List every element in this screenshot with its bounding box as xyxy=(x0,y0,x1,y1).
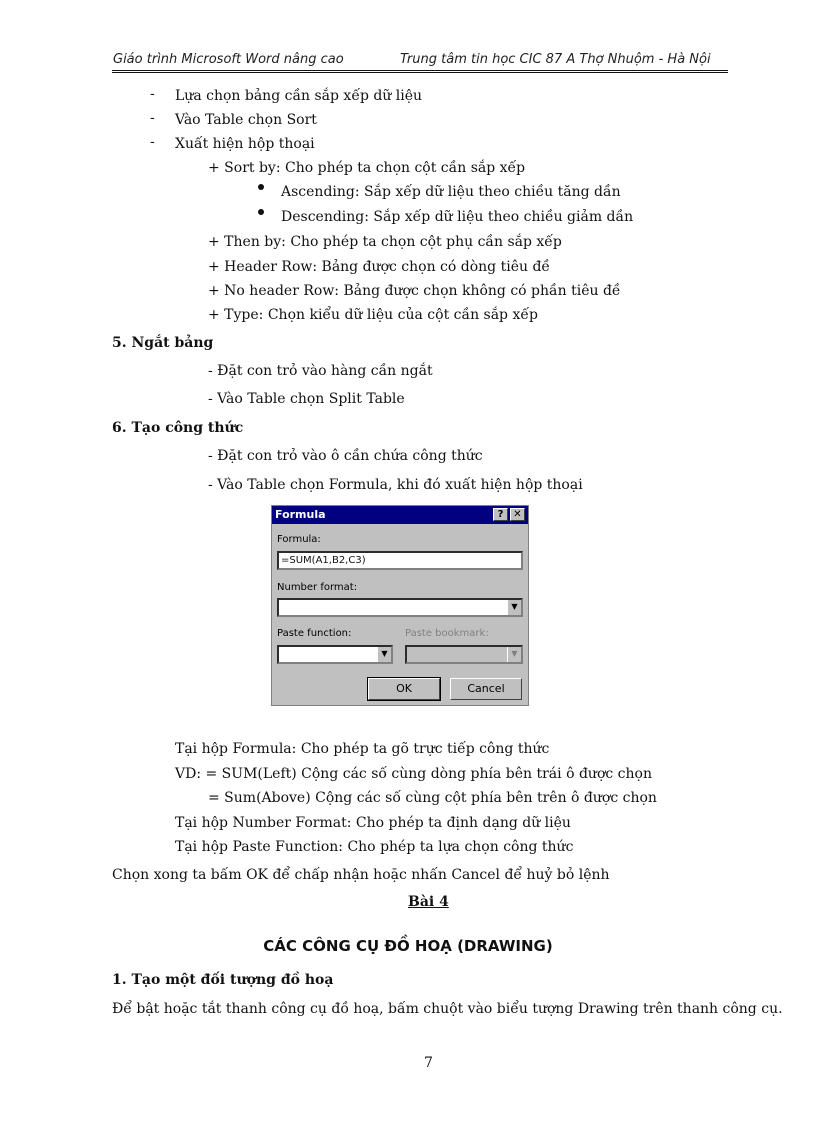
line-17: = Sum(Above) Cộng các số cùng cột phía bên trên ô được chọn xyxy=(208,790,657,806)
line-13: - Đặt con trỏ vào ô cần chứa công thức xyxy=(208,448,483,464)
dash-2: - xyxy=(150,110,155,126)
line-18: Tại hộp Number Format: Cho phép ta định dạng dữ liệu xyxy=(175,815,571,831)
lesson-title: CÁC CÔNG CỤ ĐỒ HOẠ (DRAWING) xyxy=(263,937,553,955)
line-3: Xuất hiện hộp thoại xyxy=(175,136,315,152)
line-7: + Then by: Cho phép ta chọn cột phụ cần sắp xếp xyxy=(208,234,562,250)
line-15: Tại hộp Formula: Cho phép ta gõ trực tiếp công thức xyxy=(175,741,550,757)
header-left: Giáo trình Microsoft Word nâng cao xyxy=(113,52,344,67)
line-6: Descending: Sắp xếp dữ liệu theo chiều giảm dần xyxy=(281,209,634,225)
chevron-down-icon[interactable]: ▼ xyxy=(377,647,391,662)
paste-function-label: Paste function: xyxy=(277,628,352,639)
line-2: Vào Table chọn Sort xyxy=(175,112,317,128)
formula-dialog xyxy=(271,505,529,706)
close-icon[interactable]: ✕ xyxy=(510,508,525,521)
heading-6: 6. Tạo công thức xyxy=(112,420,244,436)
number-format-select[interactable] xyxy=(277,598,523,617)
line-14: - Vào Table chọn Formula, khi đó xuất hiện hộp thoại xyxy=(208,477,583,493)
number-format-label: Number format: xyxy=(277,582,358,593)
line-12: - Vào Table chọn Split Table xyxy=(208,391,405,407)
paste-function-select[interactable] xyxy=(277,645,393,664)
formula-label: Formula: xyxy=(277,534,321,545)
line-10: + Type: Chọn kiểu dữ liệu của cột cần sắp xếp xyxy=(208,307,538,323)
formula-input[interactable]: =SUM(A1,B2,C3) xyxy=(277,551,523,570)
dialog-title: Formula xyxy=(272,506,528,524)
help-icon[interactable]: ? xyxy=(493,508,508,521)
paste-bookmark-select xyxy=(405,645,523,664)
line-11: - Đặt con trỏ vào hàng cần ngắt xyxy=(208,363,433,379)
heading-1: 1. Tạo một đối tượng đồ hoạ xyxy=(112,972,334,988)
cancel-button[interactable]: Cancel xyxy=(450,678,522,700)
bullet-dot xyxy=(258,209,264,215)
line-8: + Header Row: Bảng được chọn có dòng tiêu đề xyxy=(208,259,551,275)
dash-1: - xyxy=(150,86,155,102)
chevron-down-icon[interactable]: ▼ xyxy=(507,600,521,615)
bullet-dot xyxy=(258,184,264,190)
line-16: VD: = SUM(Left) Cộng các số cùng dòng phía bên trái ô được chọn xyxy=(175,766,652,782)
line-4: + Sort by: Cho phép ta chọn cột cần sắp xếp xyxy=(208,160,526,176)
line-21: Để bật hoặc tắt thanh công cụ đồ hoạ, bấm chuột vào biểu tượng Drawing trên thanh công cụ. xyxy=(112,1001,783,1017)
header-rule xyxy=(112,70,728,73)
line-1: Lựa chọn bảng cần sắp xếp dữ liệu xyxy=(175,88,423,104)
paste-bookmark-label: Paste bookmark: xyxy=(405,628,489,639)
ok-button[interactable]: OK xyxy=(368,678,440,700)
line-5: Ascending: Sắp xếp dữ liệu theo chiều tăng dần xyxy=(281,184,621,200)
dash-3: - xyxy=(150,134,155,150)
chevron-down-icon: ▼ xyxy=(507,647,521,662)
page-number: 7 xyxy=(424,1055,433,1071)
lesson-number: Bài 4 xyxy=(408,894,449,910)
line-19: Tại hộp Paste Function: Cho phép ta lựa chọn công thức xyxy=(175,839,574,855)
header-right: Trung tâm tin học CIC 87 A Thợ Nhuộm - Hà Nội xyxy=(400,52,711,67)
line-9: + No header Row: Bảng được chọn không có phần tiêu đề xyxy=(208,283,621,299)
line-20: Chọn xong ta bấm OK để chấp nhận hoặc nhấn Cancel để huỷ bỏ lệnh xyxy=(112,867,610,883)
heading-5: 5. Ngắt bảng xyxy=(112,335,214,351)
